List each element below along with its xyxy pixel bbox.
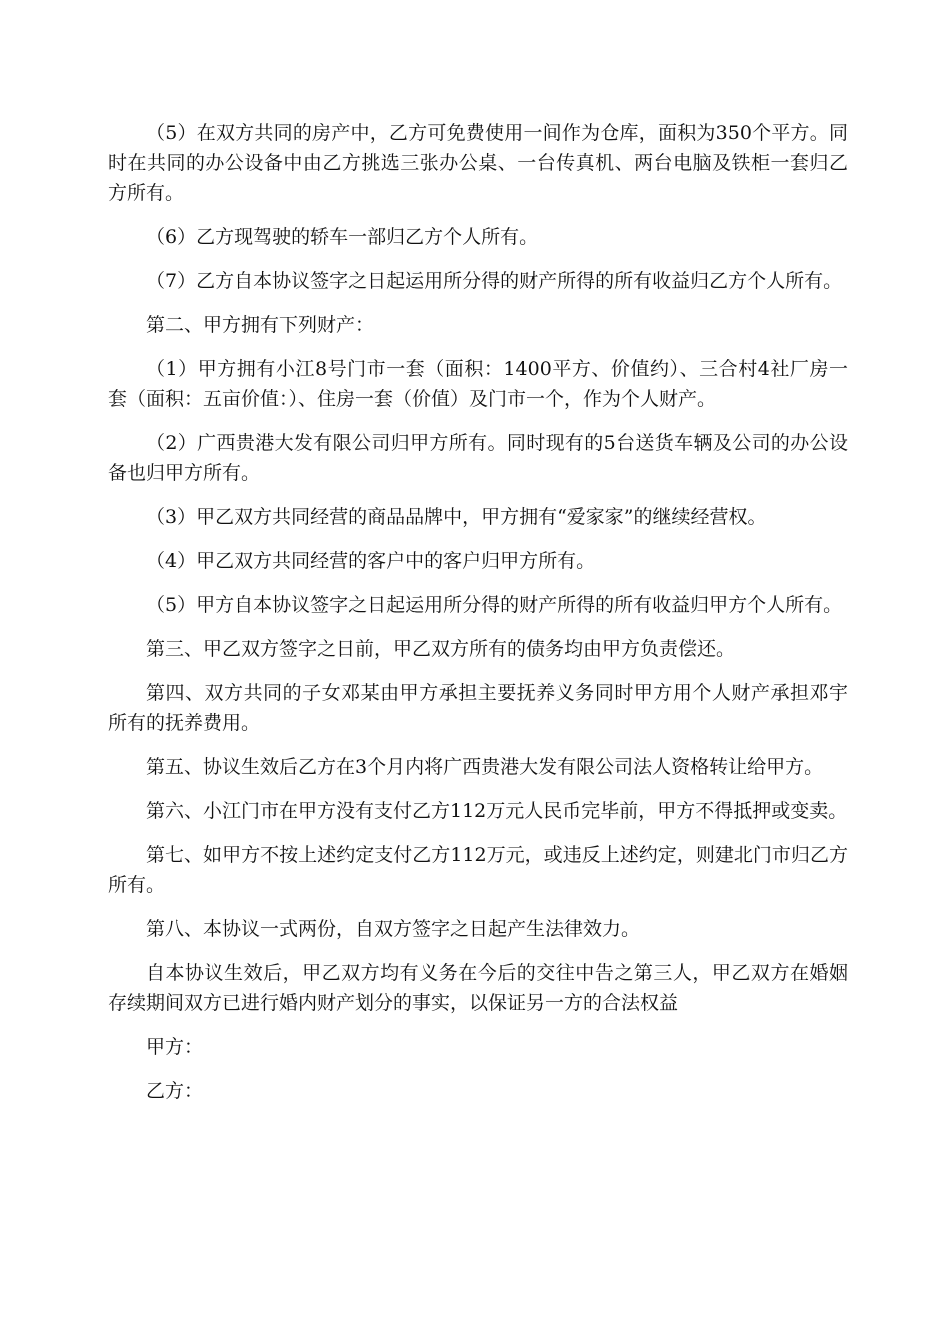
section-7-breach: 第七、如甲方不按上述约定支付乙方112万元，或违反上述约定，则建北门市归乙方所有。: [108, 844, 848, 896]
paragraph-a2-company: （2）广西贵港大发有限公司归甲方所有。同时现有的5台送货车辆及公司的办公设备也归甲方所有。: [108, 432, 848, 484]
section-3-debts: 第三、甲乙双方签字之日前，甲乙双方所有的债务均由甲方负责偿还。: [146, 638, 736, 660]
paragraph-b7-income: （7）乙方自本协议签字之日起运用所分得的财产所得的所有收益归乙方个人所有。: [146, 270, 843, 292]
document-body: [108, 118, 848, 1120]
section-5-transfer: 第五、协议生效后乙方在3个月内将广西贵港大发有限公司法人资格转让给甲方。: [146, 756, 824, 778]
paragraph-b6-car: （6）乙方现驾驶的轿车一部归乙方个人所有。: [146, 226, 539, 248]
paragraph-a5-income: （5）甲方自本协议签字之日起运用所分得的财产所得的所有收益归甲方个人所有。: [146, 594, 843, 616]
section-6-mortgage: 第六、小江门市在甲方没有支付乙方112万元人民币完毕前，甲方不得抵押或变卖。: [146, 800, 848, 822]
paragraph-a4-clients: （4）甲乙双方共同经营的客户中的客户归甲方所有。: [146, 550, 596, 572]
party-a-signature: 甲方：: [146, 1036, 204, 1058]
paragraph-b5-warehouse: （5）在双方共同的房产中，乙方可免费使用一间作为仓库，面积为350个平方。同时在共同的办公设备中由乙方挑选三张办公桌、一台传真机、两台电脑及铁柜一套归乙方所有。: [108, 122, 848, 204]
paragraph-a1-property: （1）甲方拥有小江8号门市一套（面积：1400平方、价值约）、三合村4社厂房一套（面积：五亩价值：）、住房一套（价值）及门市一个，作为个人财产。: [108, 358, 848, 410]
closing-paragraph: 自本协议生效后，甲乙双方均有义务在今后的交往中告之第三人，甲乙双方在婚姻存续期间双方已进行婚内财产划分的事实，以保证另一方的合法权益: [108, 962, 848, 1014]
paragraph-a3-brand: （3）甲乙双方共同经营的商品品牌中，甲方拥有“爱家家”的继续经营权。: [146, 506, 767, 528]
party-b-signature: 乙方：: [146, 1080, 204, 1102]
section-8-effect: 第八、本协议一式两份，自双方签字之日起产生法律效力。: [146, 918, 641, 940]
section-4-custody: 第四、双方共同的子女邓某由甲方承担主要抚养义务同时甲方用个人财产承担邓宇所有的抚养费用。: [108, 682, 848, 734]
section-heading-2: 第二、甲方拥有下列财产：: [146, 314, 375, 336]
